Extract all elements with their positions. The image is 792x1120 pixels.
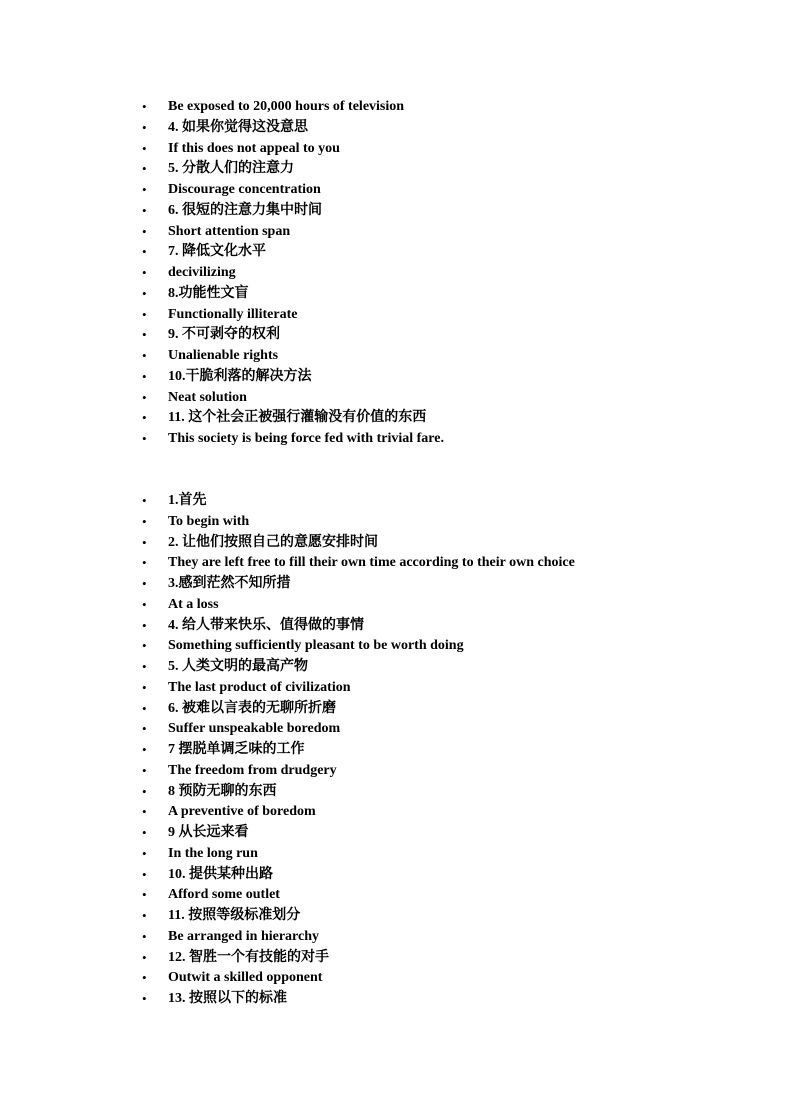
list-item-text: Be exposed to 20,000 hours of television [168,99,405,114]
list-item [142,139,444,160]
list-item [142,284,444,305]
bullet-icon: • [142,596,147,612]
list-item-text: 9. 不可剥夺的权利 [168,327,280,343]
list-item-text: 8.功能性文盲 [168,285,249,301]
bullet-icon: • [142,493,147,508]
bullet-icon: • [142,845,147,861]
list-item [142,574,575,595]
list-item [142,595,575,616]
list-item [142,388,444,409]
list-item [142,657,575,678]
bullet-icon: • [142,182,147,197]
bullet-icon: • [142,783,147,799]
list-item-text: Suffer unspeakable boredom [168,721,341,737]
bullet-icon: • [142,638,147,654]
list-item-text: If this does not appeal to you [168,140,340,156]
bullet-icon: • [142,555,147,571]
bullet-icon: • [142,265,147,280]
list-item [142,429,444,450]
bullet-icon: • [142,410,147,426]
list-item-text: 4. 如果你觉得这没意思 [168,119,308,135]
list-item-text: 12. 智胜一个有技能的对手 [168,949,329,965]
vocabulary-list-1 [142,97,444,450]
bullet-icon: • [142,825,147,840]
bullet-icon: • [142,140,147,156]
list-item-text: 13. 按照以下的标准 [168,991,287,1006]
list-item [142,325,444,346]
list-item [142,491,575,512]
list-item [142,263,444,284]
list-item [142,823,575,844]
list-item-text: 11. 这个社会正被强行灌输没有价值的东西 [168,410,427,426]
list-item-text: 7. 降低文化水平 [168,244,266,260]
list-item-text: 7 摆脱单调乏味的工作 [168,742,305,757]
list-item [142,222,444,243]
bullet-icon: • [142,368,147,384]
list-item-text: They are left free to fill their own time according to their own choice [168,555,575,571]
list-item-text: 4. 给人带来快乐、值得做的事情 [168,617,364,633]
list-item-text: The last product of civilization [168,679,351,695]
bullet-icon: • [142,244,147,260]
bullet-icon: • [142,327,147,343]
list-item-text: To begin with [168,513,250,529]
bullet-icon: • [142,659,147,674]
list-item-text: Something sufficiently pleasant to be worth doing [168,638,464,654]
list-item [142,802,575,823]
bullet-icon: • [142,887,147,903]
bullet-icon: • [142,804,147,820]
bullet-icon: • [142,202,147,218]
list-item [142,885,575,906]
bullet-icon: • [142,119,147,135]
list-item-text: Outwit a skilled opponent [168,970,323,986]
list-item-text: 5. 人类文明的最高产物 [168,659,308,674]
list-item [142,180,444,201]
list-item-text: Unalienable rights [168,348,279,363]
bullet-icon: • [142,617,147,633]
list-item-text: 3.感到茫然不知所措 [168,576,291,591]
bullet-icon: • [142,970,147,986]
list-item-text: A preventive of boredom [168,804,316,820]
list-item-text: 2. 让他们按照自己的意愿安排时间 [168,534,378,550]
bullet-icon: • [142,679,147,695]
list-item [142,678,575,699]
list-item [142,533,575,554]
list-item [142,699,575,720]
list-item-text: 9 从长远来看 [168,825,249,840]
list-item-text: Neat solution [168,389,247,405]
list-item-text: 10.干脆利落的解决方法 [168,368,312,384]
bullet-icon: • [142,762,147,778]
bullet-icon: • [142,99,147,114]
list-item-text: Functionally illiterate [168,306,298,322]
bullet-icon: • [142,534,147,550]
list-item-text: Discourage concentration [168,182,321,197]
list-item-text: The freedom from drudgery [168,762,337,778]
list-item-text: 10. 提供某种出路 [168,866,273,882]
list-item [142,865,575,886]
list-item [142,408,444,429]
list-item-text: 5. 分散人们的注意力 [168,161,294,177]
bullet-icon: • [142,721,147,737]
bullet-icon: • [142,991,147,1006]
list-item [142,782,575,803]
bullet-icon: • [142,348,147,363]
bullet-icon: • [142,389,147,405]
vocabulary-list-2 [142,491,575,1010]
list-item [142,719,575,740]
list-item [142,906,575,927]
list-item [142,346,444,367]
list-item [142,305,444,326]
bullet-icon: • [142,700,147,716]
list-item [142,948,575,969]
bullet-icon: • [142,908,147,923]
list-item [142,367,444,388]
bullet-icon: • [142,742,147,757]
bullet-icon: • [142,928,147,944]
bullet-icon: • [142,866,147,882]
bullet-icon: • [142,285,147,301]
list-item-text: 1.首先 [168,493,207,508]
bullet-icon: • [142,431,147,446]
list-item [142,968,575,989]
bullet-icon: • [142,306,147,322]
list-item [142,159,444,180]
list-item [142,97,444,118]
list-item [142,740,575,761]
bullet-icon: • [142,576,147,591]
list-item [142,616,575,637]
bullet-icon: • [142,513,147,529]
list-item [142,201,444,222]
list-item-text: 6. 很短的注意力集中时间 [168,202,322,218]
list-item-text: 8 预防无聊的东西 [168,783,277,799]
list-item-text: 11. 按照等级标准划分 [168,908,301,923]
list-item-text: In the long run [168,845,258,861]
list-item-text: Short attention span [168,223,291,239]
list-item-text: 6. 被难以言表的无聊所折磨 [168,700,336,716]
list-item-text: decivilizing [168,265,236,280]
list-item [142,242,444,263]
bullet-icon: • [142,949,147,965]
list-item [142,989,575,1010]
list-item-text: Afford some outlet [168,887,280,903]
list-item [142,636,575,657]
bullet-icon: • [142,161,147,177]
list-item [142,553,575,574]
list-item-text: At a loss [168,596,219,612]
bullet-icon: • [142,223,147,239]
list-item [142,927,575,948]
list-item [142,118,444,139]
list-item [142,512,575,533]
list-item-text: This society is being force fed with trivial fare. [168,431,444,446]
list-item [142,844,575,865]
list-item-text: Be arranged in hierarchy [168,928,320,944]
list-item [142,761,575,782]
